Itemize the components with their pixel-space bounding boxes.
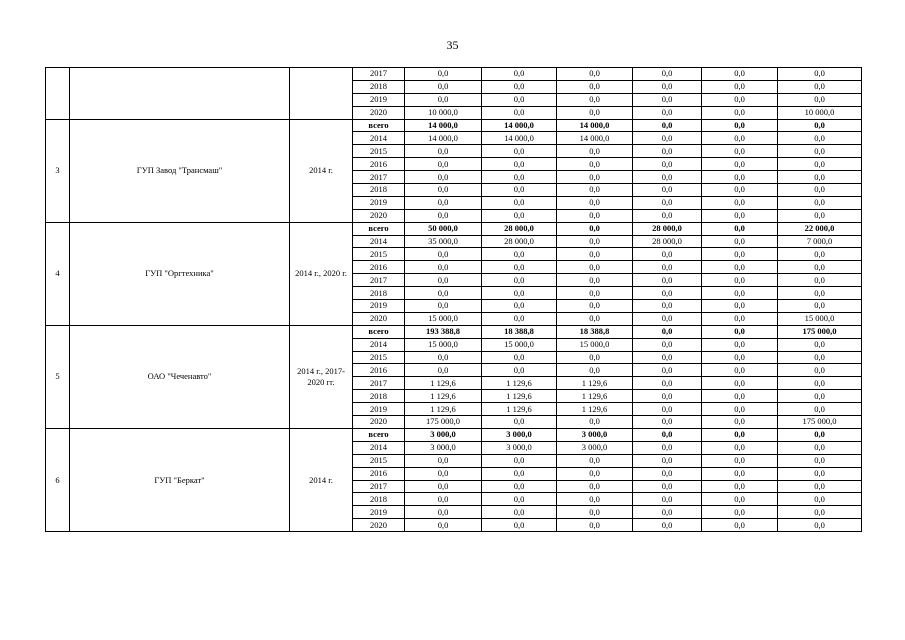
value-cell: 0,0 — [557, 248, 633, 261]
value-cell: 0,0 — [405, 248, 482, 261]
value-cell: 14 000,0 — [482, 119, 557, 132]
value-cell: 0,0 — [633, 93, 702, 106]
value-cell: 0,0 — [702, 428, 778, 441]
value-cell: 0,0 — [482, 416, 557, 429]
value-cell: 0,0 — [778, 300, 862, 313]
value-cell: 0,0 — [557, 145, 633, 158]
value-cell: 0,0 — [633, 377, 702, 390]
value-cell: 0,0 — [405, 519, 482, 532]
table-row-total — [46, 325, 862, 338]
value-cell: 0,0 — [482, 80, 557, 93]
value-cell: 0,0 — [405, 158, 482, 171]
value-cell: 0,0 — [633, 441, 702, 454]
value-cell: 15 000,0 — [405, 312, 482, 325]
value-cell: 10 000,0 — [778, 106, 862, 119]
value-cell: 0,0 — [633, 300, 702, 313]
value-cell: 15 000,0 — [482, 338, 557, 351]
value-cell: 0,0 — [778, 68, 862, 81]
value-cell: 175 000,0 — [778, 416, 862, 429]
value-cell: 0,0 — [482, 145, 557, 158]
row-number-cell: 6 — [46, 428, 70, 531]
value-cell: 0,0 — [405, 493, 482, 506]
enterprise-name-cell: ГУП Завод "Трансмаш" — [70, 119, 290, 222]
value-cell: 7 000,0 — [778, 235, 862, 248]
year-cell: 2020 — [353, 106, 405, 119]
value-cell: 0,0 — [633, 519, 702, 532]
value-cell: 0,0 — [482, 519, 557, 532]
value-cell: 0,0 — [702, 196, 778, 209]
value-cell: 14 000,0 — [405, 132, 482, 145]
value-cell: 0,0 — [778, 480, 862, 493]
year-cell: всего — [353, 428, 405, 441]
value-cell: 0,0 — [633, 80, 702, 93]
value-cell: 0,0 — [702, 351, 778, 364]
funding-table — [45, 67, 862, 532]
value-cell: 0,0 — [702, 261, 778, 274]
value-cell: 0,0 — [702, 248, 778, 261]
value-cell: 14 000,0 — [482, 132, 557, 145]
value-cell: 0,0 — [557, 300, 633, 313]
value-cell: 0,0 — [702, 68, 778, 81]
value-cell: 0,0 — [557, 184, 633, 197]
value-cell: 0,0 — [557, 274, 633, 287]
value-cell: 1 129,6 — [405, 377, 482, 390]
value-cell: 0,0 — [482, 351, 557, 364]
value-cell: 0,0 — [778, 519, 862, 532]
value-cell: 0,0 — [405, 261, 482, 274]
period-cell: 2014 г. — [290, 119, 353, 222]
year-cell: 2018 — [353, 184, 405, 197]
year-cell: 2018 — [353, 287, 405, 300]
value-cell: 0,0 — [633, 493, 702, 506]
value-cell: 0,0 — [702, 441, 778, 454]
funding-table-body — [46, 68, 862, 532]
value-cell: 0,0 — [557, 454, 633, 467]
value-cell: 0,0 — [778, 287, 862, 300]
value-cell: 15 000,0 — [778, 312, 862, 325]
value-cell: 1 129,6 — [482, 377, 557, 390]
value-cell: 0,0 — [633, 364, 702, 377]
value-cell: 3 000,0 — [482, 441, 557, 454]
value-cell: 0,0 — [633, 261, 702, 274]
value-cell: 0,0 — [405, 300, 482, 313]
value-cell: 28 000,0 — [482, 235, 557, 248]
value-cell: 0,0 — [633, 428, 702, 441]
value-cell: 0,0 — [405, 209, 482, 222]
value-cell: 0,0 — [633, 158, 702, 171]
value-cell: 0,0 — [702, 506, 778, 519]
value-cell: 0,0 — [702, 493, 778, 506]
value-cell: 0,0 — [405, 506, 482, 519]
value-cell: 0,0 — [482, 454, 557, 467]
value-cell: 18 388,8 — [557, 325, 633, 338]
value-cell: 0,0 — [702, 119, 778, 132]
value-cell: 0,0 — [702, 312, 778, 325]
value-cell: 0,0 — [702, 454, 778, 467]
value-cell: 0,0 — [702, 377, 778, 390]
value-cell: 0,0 — [778, 171, 862, 184]
year-cell: 2016 — [353, 467, 405, 480]
value-cell: 28 000,0 — [482, 222, 557, 235]
value-cell: 0,0 — [557, 222, 633, 235]
year-cell: 2018 — [353, 390, 405, 403]
value-cell: 0,0 — [633, 106, 702, 119]
value-cell: 0,0 — [557, 235, 633, 248]
enterprise-name-cell: ГУП "Беркат" — [70, 428, 290, 531]
value-cell: 3 000,0 — [405, 428, 482, 441]
value-cell: 175 000,0 — [405, 416, 482, 429]
value-cell: 0,0 — [405, 171, 482, 184]
value-cell: 0,0 — [405, 145, 482, 158]
value-cell: 0,0 — [702, 93, 778, 106]
value-cell: 1 129,6 — [482, 403, 557, 416]
value-cell: 0,0 — [702, 403, 778, 416]
period-cell: 2014 г., 2020 г. — [290, 222, 353, 325]
value-cell: 0,0 — [405, 274, 482, 287]
value-cell: 0,0 — [633, 467, 702, 480]
value-cell: 0,0 — [557, 416, 633, 429]
value-cell: 0,0 — [633, 506, 702, 519]
value-cell: 0,0 — [482, 467, 557, 480]
value-cell: 0,0 — [482, 480, 557, 493]
value-cell: 0,0 — [482, 184, 557, 197]
value-cell: 0,0 — [482, 493, 557, 506]
value-cell: 0,0 — [778, 364, 862, 377]
value-cell: 3 000,0 — [482, 428, 557, 441]
value-cell: 0,0 — [702, 132, 778, 145]
value-cell: 0,0 — [702, 300, 778, 313]
value-cell: 0,0 — [778, 506, 862, 519]
value-cell: 0,0 — [633, 480, 702, 493]
year-cell: 2019 — [353, 300, 405, 313]
value-cell: 0,0 — [778, 119, 862, 132]
value-cell: 0,0 — [702, 338, 778, 351]
value-cell: 0,0 — [702, 287, 778, 300]
year-cell: всего — [353, 325, 405, 338]
year-cell: 2016 — [353, 158, 405, 171]
value-cell: 0,0 — [778, 428, 862, 441]
value-cell: 0,0 — [482, 300, 557, 313]
year-cell: 2016 — [353, 261, 405, 274]
value-cell: 0,0 — [557, 480, 633, 493]
value-cell: 0,0 — [557, 312, 633, 325]
value-cell: 0,0 — [482, 274, 557, 287]
value-cell: 0,0 — [702, 519, 778, 532]
row-number-cell: 4 — [46, 222, 70, 325]
value-cell: 0,0 — [778, 145, 862, 158]
value-cell: 0,0 — [778, 493, 862, 506]
value-cell: 0,0 — [702, 222, 778, 235]
value-cell: 0,0 — [557, 493, 633, 506]
value-cell: 0,0 — [557, 106, 633, 119]
value-cell: 0,0 — [633, 171, 702, 184]
value-cell: 0,0 — [778, 377, 862, 390]
value-cell: 0,0 — [702, 274, 778, 287]
value-cell: 0,0 — [482, 93, 557, 106]
year-cell: 2020 — [353, 312, 405, 325]
value-cell: 0,0 — [557, 80, 633, 93]
value-cell: 3 000,0 — [557, 441, 633, 454]
period-cell: 2014 г., 2017-2020 гг. — [290, 325, 353, 428]
value-cell: 0,0 — [405, 480, 482, 493]
value-cell: 0,0 — [633, 132, 702, 145]
year-cell: 2020 — [353, 416, 405, 429]
value-cell: 0,0 — [633, 184, 702, 197]
value-cell: 0,0 — [702, 235, 778, 248]
value-cell: 0,0 — [633, 351, 702, 364]
value-cell: 0,0 — [405, 287, 482, 300]
value-cell: 0,0 — [405, 68, 482, 81]
year-cell: 2019 — [353, 506, 405, 519]
year-cell: 2014 — [353, 235, 405, 248]
value-cell: 35 000,0 — [405, 235, 482, 248]
value-cell: 1 129,6 — [405, 390, 482, 403]
table-row-total — [46, 119, 862, 132]
value-cell: 0,0 — [778, 351, 862, 364]
table-row-total — [46, 222, 862, 235]
value-cell: 0,0 — [633, 325, 702, 338]
year-cell: всего — [353, 119, 405, 132]
value-cell: 0,0 — [405, 454, 482, 467]
value-cell: 0,0 — [482, 261, 557, 274]
value-cell: 0,0 — [778, 441, 862, 454]
value-cell: 0,0 — [482, 287, 557, 300]
value-cell: 0,0 — [482, 312, 557, 325]
value-cell: 0,0 — [557, 364, 633, 377]
value-cell: 0,0 — [633, 274, 702, 287]
value-cell: 0,0 — [557, 158, 633, 171]
value-cell: 0,0 — [778, 467, 862, 480]
year-cell: 2018 — [353, 493, 405, 506]
value-cell: 0,0 — [702, 184, 778, 197]
year-cell: 2017 — [353, 377, 405, 390]
value-cell: 0,0 — [778, 454, 862, 467]
year-cell: 2015 — [353, 454, 405, 467]
value-cell: 0,0 — [557, 196, 633, 209]
value-cell: 0,0 — [405, 184, 482, 197]
value-cell: 28 000,0 — [633, 222, 702, 235]
value-cell: 0,0 — [557, 467, 633, 480]
value-cell: 50 000,0 — [405, 222, 482, 235]
year-cell: 2018 — [353, 80, 405, 93]
value-cell: 0,0 — [702, 80, 778, 93]
year-cell: 2020 — [353, 519, 405, 532]
value-cell: 0,0 — [778, 93, 862, 106]
value-cell: 0,0 — [778, 158, 862, 171]
value-cell: 0,0 — [778, 403, 862, 416]
value-cell: 0,0 — [778, 390, 862, 403]
value-cell: 0,0 — [702, 106, 778, 119]
enterprise-name-cell: ОАО "Чеченавто" — [70, 325, 290, 428]
value-cell: 1 129,6 — [557, 390, 633, 403]
value-cell: 0,0 — [702, 145, 778, 158]
table-row — [46, 68, 862, 81]
year-cell: 2019 — [353, 403, 405, 416]
value-cell: 0,0 — [778, 196, 862, 209]
value-cell: 0,0 — [557, 351, 633, 364]
value-cell: 0,0 — [702, 364, 778, 377]
value-cell: 14 000,0 — [557, 132, 633, 145]
value-cell: 1 129,6 — [557, 377, 633, 390]
year-cell: 2019 — [353, 93, 405, 106]
value-cell: 0,0 — [702, 158, 778, 171]
value-cell: 0,0 — [633, 248, 702, 261]
value-cell: 0,0 — [633, 416, 702, 429]
value-cell: 14 000,0 — [405, 119, 482, 132]
value-cell: 0,0 — [702, 171, 778, 184]
enterprise-name-cell: ГУП "Оргтехника" — [70, 222, 290, 325]
value-cell: 0,0 — [405, 80, 482, 93]
value-cell: 0,0 — [778, 274, 862, 287]
value-cell: 0,0 — [557, 171, 633, 184]
year-cell: 2019 — [353, 196, 405, 209]
value-cell: 0,0 — [702, 390, 778, 403]
value-cell: 18 388,8 — [482, 325, 557, 338]
value-cell: 0,0 — [778, 132, 862, 145]
value-cell: 15 000,0 — [405, 338, 482, 351]
value-cell: 0,0 — [482, 506, 557, 519]
value-cell: 0,0 — [778, 184, 862, 197]
value-cell: 0,0 — [633, 390, 702, 403]
year-cell: 2020 — [353, 209, 405, 222]
value-cell: 14 000,0 — [557, 119, 633, 132]
year-cell: 2017 — [353, 274, 405, 287]
value-cell: 0,0 — [482, 106, 557, 119]
value-cell: 0,0 — [702, 209, 778, 222]
value-cell: 0,0 — [778, 338, 862, 351]
value-cell: 0,0 — [557, 209, 633, 222]
value-cell: 0,0 — [702, 480, 778, 493]
value-cell: 0,0 — [482, 209, 557, 222]
year-cell: 2015 — [353, 248, 405, 261]
value-cell: 193 388,8 — [405, 325, 482, 338]
year-cell: 2014 — [353, 338, 405, 351]
year-cell: 2014 — [353, 132, 405, 145]
value-cell: 0,0 — [633, 209, 702, 222]
value-cell: 1 129,6 — [405, 403, 482, 416]
value-cell: 1 129,6 — [482, 390, 557, 403]
value-cell: 28 000,0 — [633, 235, 702, 248]
year-cell: 2015 — [353, 145, 405, 158]
value-cell: 0,0 — [405, 93, 482, 106]
value-cell: 0,0 — [633, 145, 702, 158]
value-cell: 0,0 — [778, 248, 862, 261]
value-cell: 0,0 — [778, 261, 862, 274]
row-number-cell: 3 — [46, 119, 70, 222]
value-cell: 0,0 — [633, 119, 702, 132]
page-number: 35 — [446, 38, 459, 52]
year-cell: 2017 — [353, 68, 405, 81]
year-cell: всего — [353, 222, 405, 235]
value-cell: 0,0 — [633, 338, 702, 351]
value-cell: 0,0 — [557, 519, 633, 532]
value-cell: 0,0 — [482, 248, 557, 261]
value-cell: 0,0 — [482, 158, 557, 171]
value-cell: 1 129,6 — [557, 403, 633, 416]
value-cell: 0,0 — [702, 467, 778, 480]
value-cell: 0,0 — [633, 403, 702, 416]
value-cell: 0,0 — [633, 454, 702, 467]
value-cell: 0,0 — [557, 261, 633, 274]
value-cell: 175 000,0 — [778, 325, 862, 338]
value-cell: 10 000,0 — [405, 106, 482, 119]
value-cell: 0,0 — [633, 287, 702, 300]
period-cell — [290, 68, 353, 120]
value-cell: 0,0 — [702, 416, 778, 429]
value-cell: 0,0 — [557, 93, 633, 106]
value-cell: 0,0 — [405, 351, 482, 364]
value-cell: 0,0 — [778, 80, 862, 93]
value-cell: 0,0 — [633, 312, 702, 325]
value-cell: 0,0 — [405, 467, 482, 480]
enterprise-name-cell — [70, 68, 290, 120]
value-cell: 0,0 — [557, 68, 633, 81]
value-cell: 3 000,0 — [405, 441, 482, 454]
value-cell: 0,0 — [405, 196, 482, 209]
value-cell: 22 000,0 — [778, 222, 862, 235]
year-cell: 2014 — [353, 441, 405, 454]
row-number-cell: 5 — [46, 325, 70, 428]
value-cell: 3 000,0 — [557, 428, 633, 441]
year-cell: 2016 — [353, 364, 405, 377]
table-row-total — [46, 428, 862, 441]
value-cell: 0,0 — [633, 196, 702, 209]
year-cell: 2017 — [353, 171, 405, 184]
period-cell: 2014 г. — [290, 428, 353, 531]
value-cell: 0,0 — [482, 364, 557, 377]
row-number-cell — [46, 68, 70, 120]
value-cell: 0,0 — [633, 68, 702, 81]
value-cell: 0,0 — [557, 506, 633, 519]
year-cell: 2017 — [353, 480, 405, 493]
value-cell: 0,0 — [405, 364, 482, 377]
value-cell: 0,0 — [482, 171, 557, 184]
value-cell: 0,0 — [482, 196, 557, 209]
value-cell: 0,0 — [482, 68, 557, 81]
value-cell: 0,0 — [778, 209, 862, 222]
year-cell: 2015 — [353, 351, 405, 364]
value-cell: 0,0 — [557, 287, 633, 300]
value-cell: 15 000,0 — [557, 338, 633, 351]
value-cell: 0,0 — [702, 325, 778, 338]
